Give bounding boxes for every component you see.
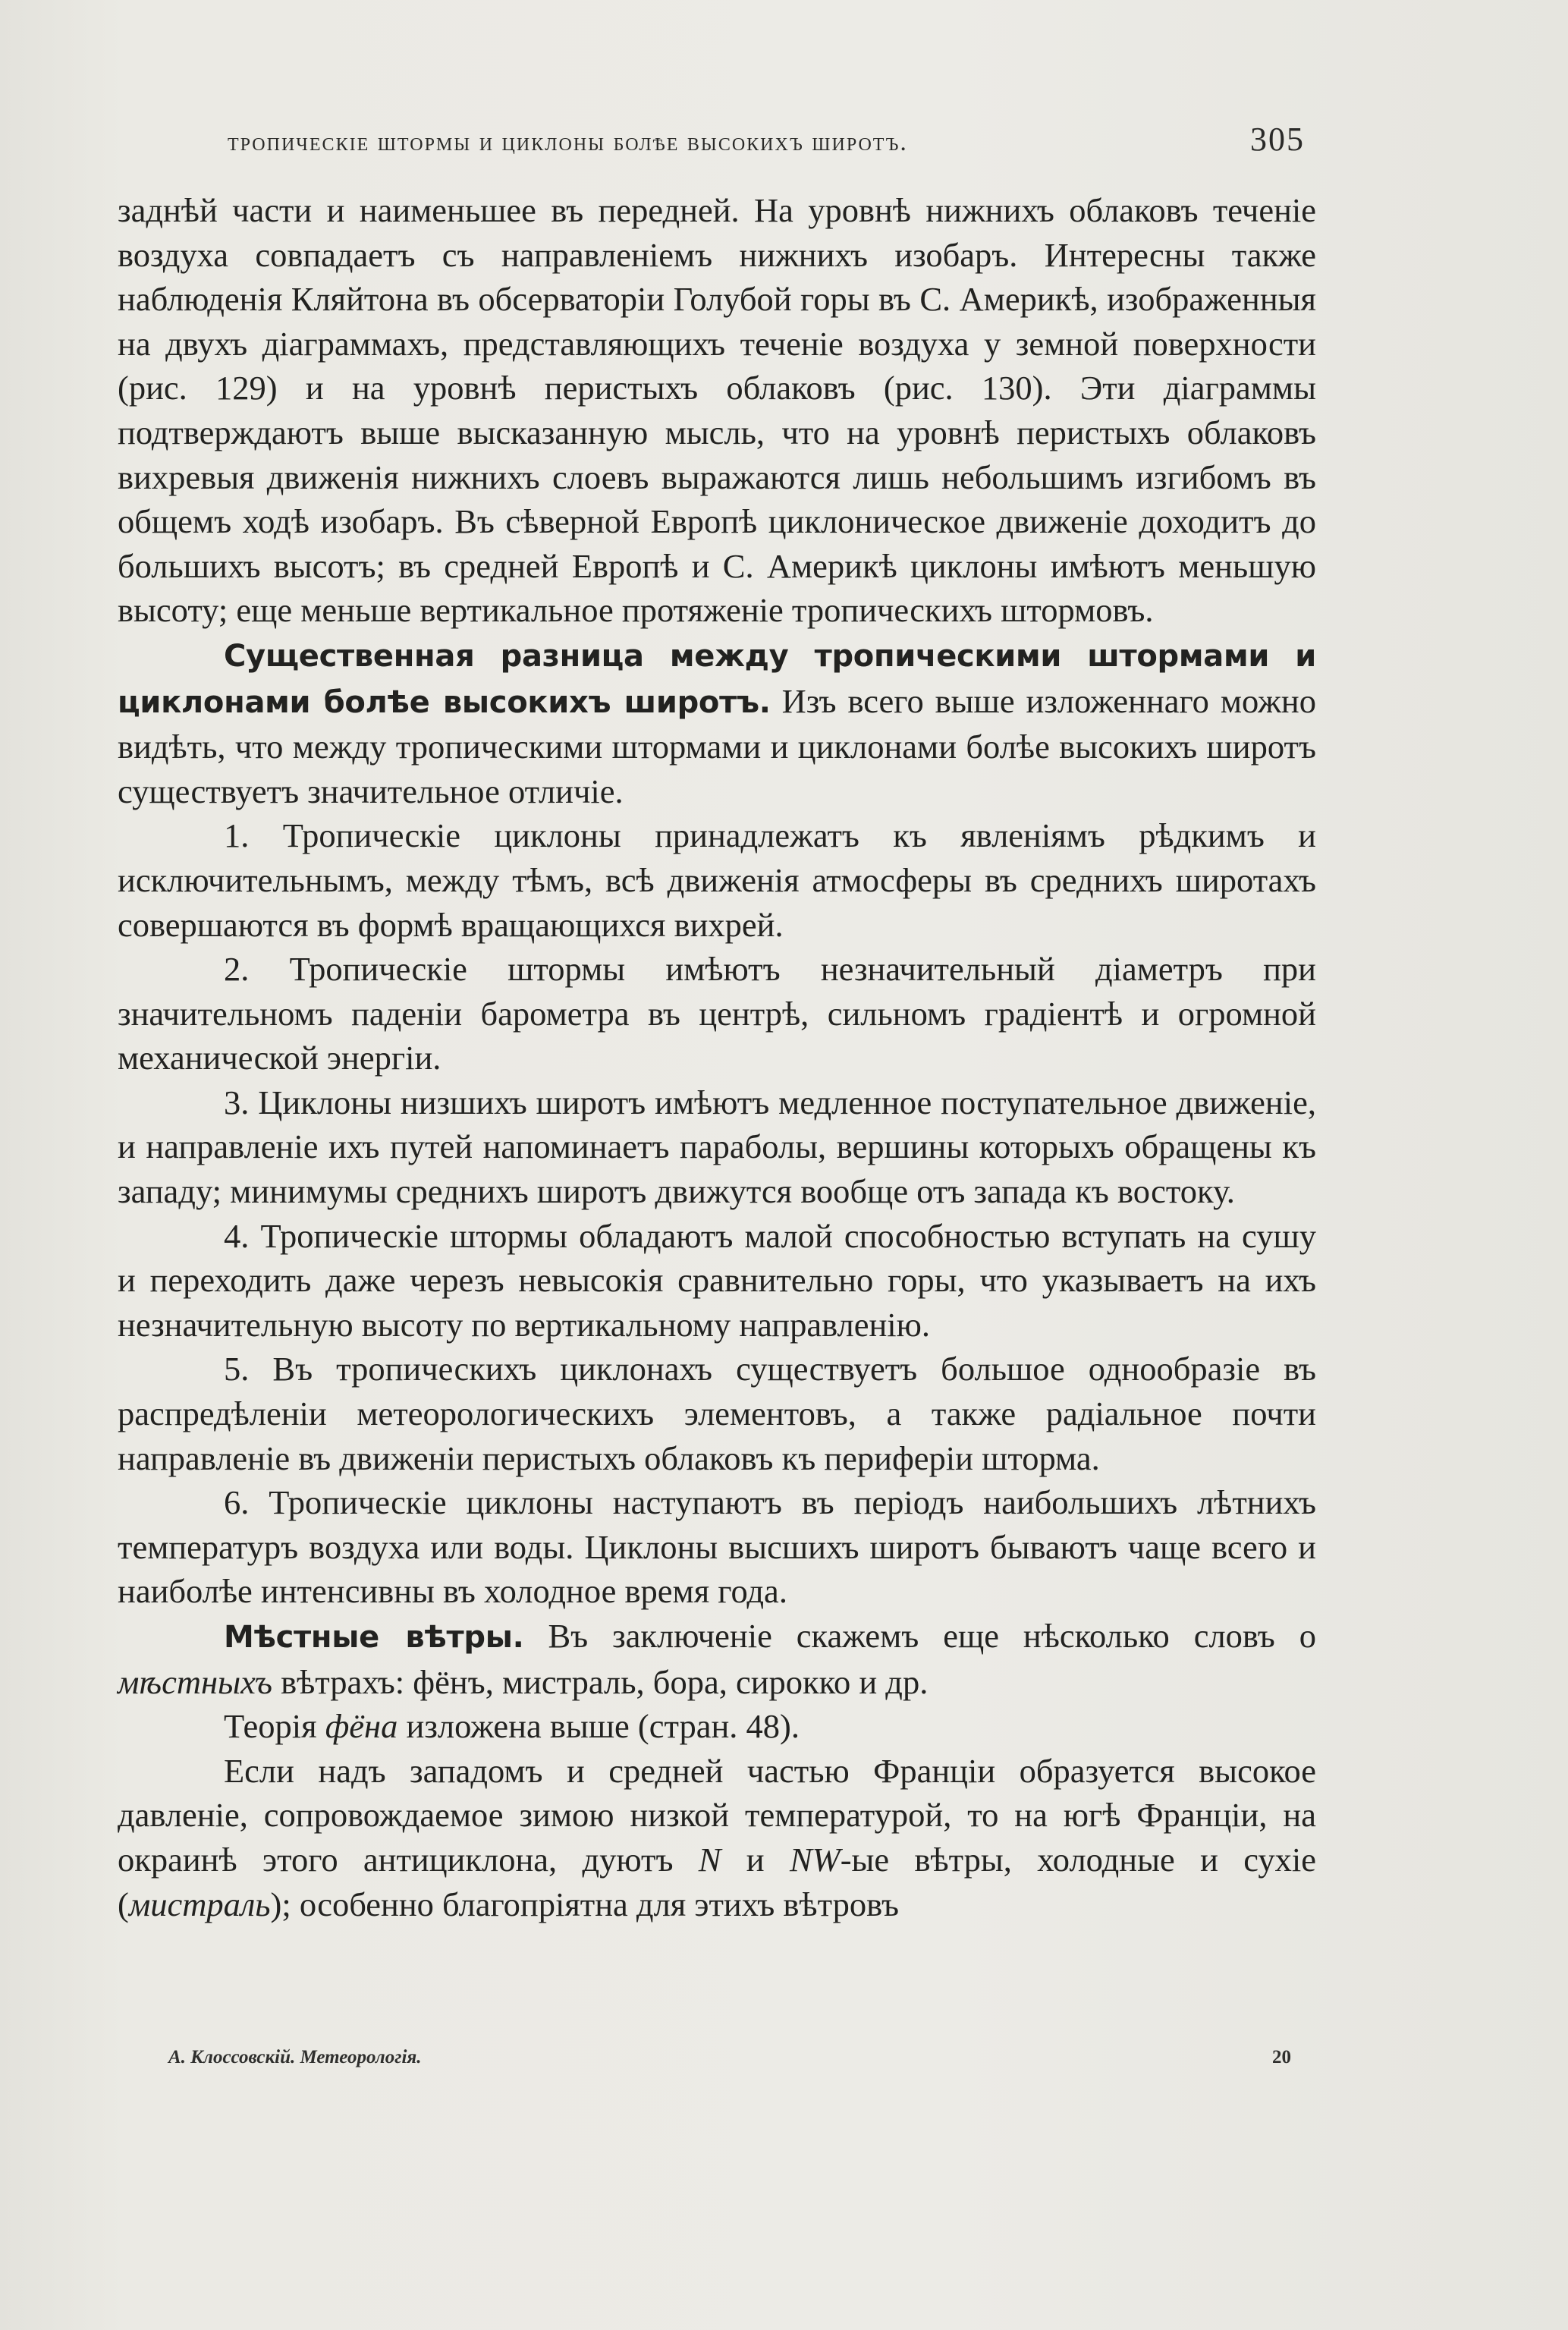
section-heading-difference: Существенная разница между тропическими штормами и циклонами болѣе высокихъ широтъ. <box>118 638 1316 720</box>
paragraph-difference <box>118 633 1316 813</box>
mistral-italic: мистраль <box>128 1885 271 1923</box>
mistral-text-b: -ые вѣтры, холодные и сухіе ( <box>118 1840 1316 1923</box>
paragraph-difference-text: Изъ всего выше изложеннаго можно видѣть, что между тропическими штормами и циклонами болѣе высокихъ широтъ существуетъ значительное отличіе. <box>118 681 1316 810</box>
list-item-6: 6. Тропическіе циклоны наступаютъ въ періодъ наибольшихъ лѣтнихъ температуръ воздуха или воды. Циклоны высшихъ широтъ бываютъ чаще всего и наиболѣе интенсивны въ холодное время года. <box>118 1483 1316 1611</box>
local-winds-text-a: Въ заключеніе скажемъ еще нѣсколько словъ о <box>523 1617 1316 1655</box>
mistral-text-c: ); особенно благопріятна для этихъ вѣтровъ <box>270 1885 899 1923</box>
list-item-5: 5. Въ тропическихъ циклонахъ существуетъ большое однообразіе въ распредѣленіи метеорологическихъ элементовъ, а также радіальное почти направленіе въ движеніи перистыхъ облаковъ къ периферіи шторма. <box>118 1350 1316 1477</box>
page-number: 305 <box>1250 121 1305 158</box>
list-item-4: 4. Тропическіе штормы обладаютъ малой способностью вступать на сушу и переходить даже черезъ невысокія сравнительно горы, что указываетъ на ихъ незначительную высоту по вертикальному направленію. <box>118 1216 1316 1344</box>
wind-direction-nw: NW <box>789 1840 841 1879</box>
running-title: тропическіе штормы и циклоны болѣе высокихъ широтъ. <box>228 128 908 156</box>
signature-line <box>168 2047 1291 2068</box>
local-winds-text-b: вѣтрахъ: фёнъ, мистраль, бора, сирокко и др. <box>272 1662 929 1701</box>
paragraph-local-winds <box>118 1614 1316 1704</box>
signature-author: А. Клоссовскій. Метеорологія. <box>168 2047 422 2067</box>
section-heading-local-winds: Мѣстные вѣтры. <box>224 1620 524 1655</box>
body-text <box>118 188 1316 1926</box>
signature-number: 20 <box>1272 2047 1291 2067</box>
list-item-2: 2. Тропическіе штормы имѣютъ незначительный діаметръ при значительномъ паденіи барометра въ центрѣ, сильномъ градіентѣ и огромной механической энергіи. <box>118 950 1316 1077</box>
paragraph-intro: заднѣй части и наименьшее въ передней. На уровнѣ нижнихъ облаковъ теченіе воздуха совпадаетъ съ направленіемъ нижнихъ изобаръ. Интересны также наблюденія Кляйтона въ обсерваторіи Голубой горы въ С. Америкѣ, изображенныя на двухъ діаграммахъ, представляющихъ теченіе воздуха у земной поверхности (рис. 129) и на уровнѣ перистыхъ облаковъ (рис. 130). Эти діаграммы подтверждаютъ выше высказанную мысль, что на уровнѣ перистыхъ облаковъ вихревыя движенія нижнихъ слоевъ выражаются лишь небольшимъ изгибомъ въ общемъ ходѣ изобаръ. Въ сѣверной Европѣ циклоническое движеніе доходитъ до большихъ высотъ; въ средней Европѣ и С. Америкѣ циклоны имѣютъ меньшую высоту; еще меньше вертикальное протяженіе тропическихъ штормовъ. <box>118 191 1316 630</box>
paragraph-foehn <box>118 1704 1316 1749</box>
local-winds-italic: мѣстныхъ <box>118 1662 272 1701</box>
wind-direction-n: N <box>698 1840 721 1879</box>
foehn-text-a: Теорія <box>224 1707 325 1746</box>
mistral-text-a: Если надъ западомъ и средней частью Франціи образуется высокое давленіе, сопровождаемое зимою низкой температурой, то на югѣ Франціи, на окраинѣ этого антициклона, дуютъ <box>118 1751 1316 1879</box>
list-item-1: 1. Тропическіе циклоны принадлежатъ къ явленіямъ рѣдкимъ и исключительнымъ, между тѣмъ, всѣ движенія атмосферы въ среднихъ широтахъ совершаются въ формѣ вращающихся вихрей. <box>118 816 1316 944</box>
list-item-3: 3. Циклоны низшихъ широтъ имѣютъ медленное поступательное движеніе, и направленіе ихъ путей напоминаетъ параболы, вершины которыхъ обращены къ западу; минимумы среднихъ широтъ движутся вообще отъ запада къ востоку. <box>118 1083 1316 1211</box>
running-header <box>228 120 1305 159</box>
paragraph-mistral <box>118 1749 1316 1926</box>
mistral-text-mid: и <box>721 1840 790 1879</box>
foehn-text-b: изложена выше (стран. 48). <box>397 1707 800 1746</box>
foehn-italic: фёна <box>325 1707 398 1746</box>
